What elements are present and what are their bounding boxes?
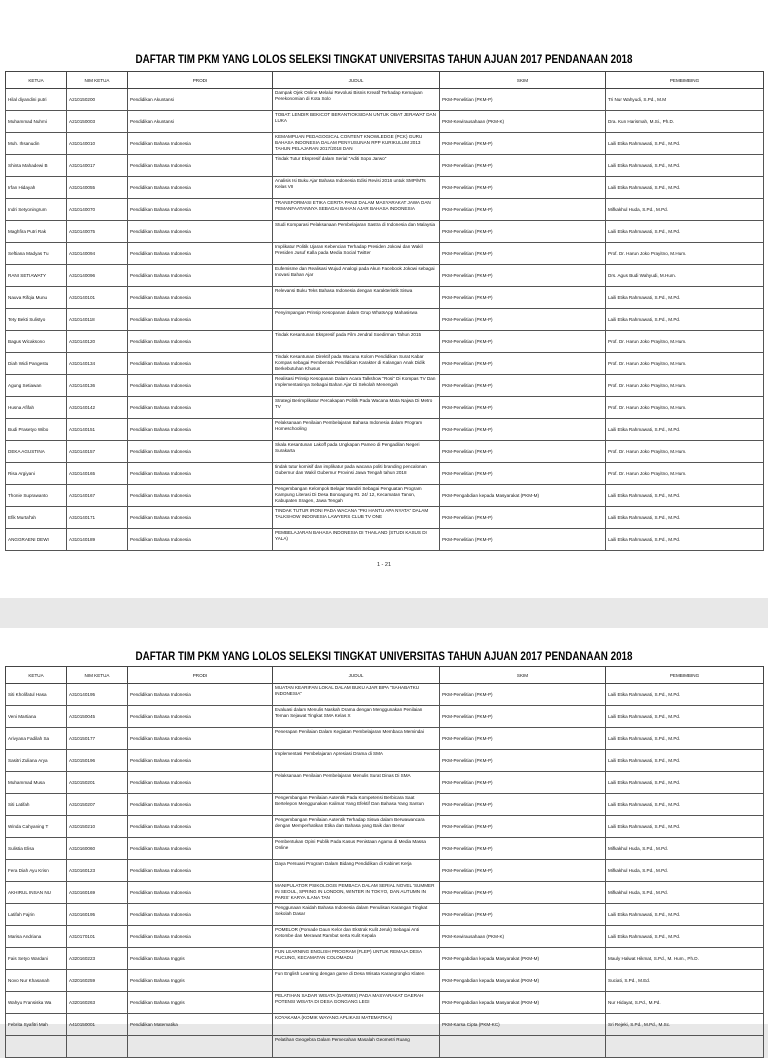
table-row	[6, 89, 764, 111]
table-row	[6, 772, 764, 794]
cell-skim: PKM-Pengabdian kepada Masyarakat (PKM-M)	[440, 970, 606, 992]
cell-nim-ketua: A310140142	[67, 397, 128, 419]
cell-pembimbing: Drs. Agus Budi Wahyudi, M.Hum.	[606, 265, 764, 287]
cell-pembimbing: Mifkakhul Huda, S.Pd., M.Pd.	[606, 882, 764, 904]
cell-nim-ketua: A310150045	[67, 706, 128, 728]
cell-prodi: Pendidikan Bahasa Indonesia	[128, 904, 273, 926]
cell-prodi: Pendidikan Bahasa Indonesia	[128, 485, 273, 507]
table-row	[6, 221, 764, 243]
table-row	[6, 243, 764, 265]
table-row	[6, 287, 764, 309]
table-row	[6, 111, 764, 133]
cell-prodi: Pendidikan Akuntansi	[128, 111, 273, 133]
cell-skim: PKM-Penelitian (PKM-P)	[440, 860, 606, 882]
table-row	[6, 507, 764, 529]
cell-pembimbing: Prof. Dr. Harun Joko Prayitno, M.Hum.	[606, 441, 764, 463]
cell-skim: PKM-Penelitian (PKM-P)	[440, 441, 606, 463]
cell-ketua: Muh. Ihsanudin	[6, 133, 67, 155]
column-header-pembimbing: PEMBIMBING	[606, 667, 764, 684]
cell-nim-ketua: A310140101	[67, 287, 128, 309]
cell-judul: Pengembangan Kelompok Belajar Mandiri Sebagai Penguatan Program Kampung Literasi Di Desa Bonoagung Rt. 24/ 12, Kecamatan Tanon, Kabupaten Sragen, Jawa Tengah	[273, 485, 440, 507]
table-row	[6, 441, 764, 463]
cell-ketua: Novo Nur Khasanah	[6, 970, 67, 992]
cell-judul: Pelatihan Geogebra Dalam Pemecahan Masalah Geometri Ruang	[273, 1036, 440, 1058]
cell-skim: PKM-Penelitian (PKM-P)	[440, 133, 606, 155]
cell-pembimbing: Mifkakhul Huda, S.Pd., M.Pd.	[606, 838, 764, 860]
cell-pembimbing: Laili Etika Rahmawati, S.Pd., M.Pd.	[606, 706, 764, 728]
cell-prodi: Pendidikan Bahasa Indonesia	[128, 397, 273, 419]
cell-nim-ketua: A310150196	[67, 750, 128, 772]
cell-pembimbing	[606, 1036, 764, 1058]
cell-ketua	[6, 1036, 67, 1058]
cell-nim-ketua: A310140136	[67, 375, 128, 397]
table-row	[6, 1014, 764, 1036]
cell-skim: PKM-Penelitian (PKM-P)	[440, 838, 606, 860]
cell-prodi: Pendidikan Bahasa Indonesia	[128, 199, 273, 221]
cell-pembimbing: Laili Etika Rahmawati, S.Pd., M.Pd.	[606, 728, 764, 750]
table-row	[6, 199, 764, 221]
cell-judul: Relevansi Buku Teks Bahasa Indonesia dengan Karakteristik Siswa	[273, 287, 440, 309]
cell-pembimbing: Laili Etika Rahmawati, S.Pd., M.Pd.	[606, 485, 764, 507]
cell-nim-ketua: A310160060	[67, 838, 128, 860]
cell-ketua: Siti Kholifatul Hasa	[6, 684, 67, 706]
cell-pembimbing: Prof. Dr. Harun Joko Prayitno, M.Hum.	[606, 397, 764, 419]
cell-ketua: Thonie Suprawanto	[6, 485, 67, 507]
page-number: 1 - 21	[376, 562, 392, 568]
table-header-row	[6, 72, 764, 89]
table-row	[6, 992, 764, 1014]
cell-ketua: Shinta Mahadewi B	[6, 155, 67, 177]
cell-ketua: Irfan Hidayah	[6, 177, 67, 199]
cell-nim-ketua: A310140070	[67, 199, 128, 221]
cell-nim-ketua: A310140151	[67, 419, 128, 441]
cell-ketua: Tety Bekti Sulistyo	[6, 309, 67, 331]
cell-prodi: Pendidikan Bahasa Indonesia	[128, 265, 273, 287]
table-row	[6, 485, 764, 507]
cell-prodi: Pendidikan Bahasa Indonesia	[128, 529, 273, 551]
cell-pembimbing: Laili Etika Rahmawati, S.Pd., M.Pd.	[606, 155, 764, 177]
cell-nim-ketua: A310160169	[67, 882, 128, 904]
cell-skim: PKM-Penelitian (PKM-P)	[440, 463, 606, 485]
cell-judul: PEMBELAJARAN BAHASA INDONESIA DI THAILAND (STUDI KASUS DI YALA)	[273, 529, 440, 551]
table-row	[6, 728, 764, 750]
cell-prodi: Pendidikan Bahasa Indonesia	[128, 926, 273, 948]
cell-skim: PKM-Pengabdian kepada Masyarakat (PKM-M)	[440, 485, 606, 507]
cell-ketua: Sulistia Elisa	[6, 838, 67, 860]
cell-prodi: Pendidikan Bahasa Indonesia	[128, 177, 273, 199]
cell-pembimbing: Nur Hidayat, S.Pd., M.Pd.	[606, 992, 764, 1014]
cell-nim-ketua: A310140171	[67, 507, 128, 529]
cell-judul: Tindak Kesantunan Direktif pada Wacana Kolom Pendidikan Surat Kabar Kompas sebagai Pembentuk Pendidikan Karakter di Kalangan Anak Didik Berkebutuhan Khusus	[273, 353, 440, 375]
cell-prodi: Pendidikan Bahasa Indonesia	[128, 728, 273, 750]
cell-ketua: Fera Diah Ayu Krisn	[6, 860, 67, 882]
cell-judul: Penggunaan Kaidah Bahasa Indonesia dalam Penulisan Karangan Tingkat Sekolah Dasar	[273, 904, 440, 926]
cell-skim: PKM-Penelitian (PKM-P)	[440, 684, 606, 706]
cell-judul: tindak tutur komisif dan implikatur pada wacana politi branding pencalonan Gubernur dan Wakil Gubernur Provinsi Jawa Tengah tahun 2018	[273, 463, 440, 485]
cell-skim: PKM-Penelitian (PKM-P)	[440, 287, 606, 309]
cell-prodi: Pendidikan Bahasa Indonesia	[128, 133, 273, 155]
cell-skim: PKM-Penelitian (PKM-P)	[440, 706, 606, 728]
cell-nim-ketua: A210150003	[67, 111, 128, 133]
cell-pembimbing: Mifkakhul Huda, S.Pd., M.Pd.	[606, 860, 764, 882]
cell-pembimbing: Mifkakhul Huda, S.Pd., M.Pd.	[606, 199, 764, 221]
cell-ketua: Nauva Rifqia Munu	[6, 287, 67, 309]
cell-pembimbing: Prof. Dr. Harun Joko Prayitno, M.Hum.	[606, 375, 764, 397]
cell-judul: Dampak Ojek Online Melalui Revolusi Bisnis Kreatif Terhadap Kemajuan Perekonomian di Kota Solo	[273, 89, 440, 111]
cell-pembimbing: Laili Etika Rahmawati, S.Pd., M.Pd.	[606, 684, 764, 706]
cell-ketua: Bagus Wicaksono	[6, 331, 67, 353]
cell-ketua: DEKA AGUSTINA	[6, 441, 67, 463]
cell-ketua: RANI SETIAWATY	[6, 265, 67, 287]
cell-judul: Pelaksanaan Penilaian Pembelajaran Bahasa Indonesia dalam Program Homeschooling	[273, 419, 440, 441]
cell-pembimbing: Laili Etika Rahmawati, S.Pd., M.Pd.	[606, 904, 764, 926]
cell-nim-ketua: A310150210	[67, 816, 128, 838]
table-row	[6, 948, 764, 970]
cell-prodi: Pendidikan Bahasa Indonesia	[128, 507, 273, 529]
cell-skim	[440, 1036, 606, 1058]
cell-nim-ketua: A310140055	[67, 177, 128, 199]
cell-nim-ketua: A310140195	[67, 684, 128, 706]
cell-nim-ketua	[67, 1036, 128, 1058]
table-row	[6, 816, 764, 838]
cell-ketua: Budi Prasetyo Wibo	[6, 419, 67, 441]
cell-ketua: AKHIRUL INSAN NU	[6, 882, 67, 904]
table-row	[6, 750, 764, 772]
cell-prodi: Pendidikan Bahasa Inggris	[128, 992, 273, 1014]
cell-skim: PKM-Penelitian (PKM-P)	[440, 177, 606, 199]
cell-nim-ketua: A410150001	[67, 1014, 128, 1036]
cell-nim-ketua: A310140157	[67, 441, 128, 463]
cell-skim: PKM-Penelitian (PKM-P)	[440, 221, 606, 243]
cell-nim-ketua: A320160259	[67, 970, 128, 992]
column-header-pembimbing: PEMBIMBING	[606, 72, 764, 89]
cell-pembimbing: Laili Etika Rahmawati, S.Pd., M.Pd.	[606, 507, 764, 529]
cell-ketua: Indri Setyoningrum	[6, 199, 67, 221]
cell-skim: PKM-Penelitian (PKM-P)	[440, 243, 606, 265]
cell-skim: PKM-Penelitian (PKM-P)	[440, 155, 606, 177]
cell-skim: PKM-Kewirausahaan (PKM-K)	[440, 111, 606, 133]
cell-judul: POMELOR (Pomade Daun Kelor dan Ekstrak Kulit Jeruk) Sebagai Anti Ketombe dan Merawat Rambut serta Kulit Kepala	[273, 926, 440, 948]
cell-nim-ketua: A310140094	[67, 243, 128, 265]
cell-judul: FUN LEARNING ENGLISH PROGRAM (FLEP) UNTUK REMAJA DESA PUCUNG, KECAMATAN COLOMADU	[273, 948, 440, 970]
cell-pembimbing: Laili Etika Rahmawati, S.Pd., M.Pd.	[606, 287, 764, 309]
table-row	[6, 706, 764, 728]
cell-judul: Tindak Kesantunan Ekspresif pada Film Jendral Soedirman Tahun 2015	[273, 331, 440, 353]
cell-prodi: Pendidikan Akuntansi	[128, 89, 273, 111]
cell-pembimbing: Prof. Dr. Harun Joko Prayitno, M.Hum.	[606, 331, 764, 353]
table-row	[6, 926, 764, 948]
cell-pembimbing: Sri Rejeki, S.Pd., M.Pd., M.Sc.	[606, 1014, 764, 1036]
cell-skim: PKM-Penelitian (PKM-P)	[440, 397, 606, 419]
cell-nim-ketua: A310170101	[67, 926, 128, 948]
cell-ketua: Sasitri Zuliana Arya	[6, 750, 67, 772]
cell-pembimbing: Laili Etika Rahmawati, S.Pd., M.Pd.	[606, 309, 764, 331]
cell-judul: Fun English Learning dengan game di Desa Wisata Karangrongko Klaten	[273, 970, 440, 992]
cell-ketua: Arivyana Fadilah Sa	[6, 728, 67, 750]
cell-prodi: Pendidikan Bahasa Indonesia	[128, 684, 273, 706]
cell-judul: Eufemisme dan Realisasi Wujud Analogi pada Akun Facebook Jokowi sebagai Inovasi Bahan Ajar	[273, 265, 440, 287]
table-row	[6, 397, 764, 419]
cell-ketua: Muhammad Nuhmi	[6, 111, 67, 133]
cell-skim: PKM-Pengabdian kepada Masyarakat (PKM-M)	[440, 948, 606, 970]
cell-pembimbing: Dra. Kun Harismah, M.Si., Ph.D.	[606, 111, 764, 133]
cell-ketua: Siti Latifah	[6, 794, 67, 816]
cell-nim-ketua: A320160223	[67, 948, 128, 970]
cell-pembimbing: Laili Etika Rahmawati, S.Pd., M.Pd.	[606, 419, 764, 441]
cell-skim: PKM-Penelitian (PKM-P)	[440, 89, 606, 111]
cell-judul: Pengembangan Penilaian Autentik Terhadap Siswa dalam Berwawancara dengan Memperhatikan Etika dan Bahasa yang Baik dan Benar	[273, 816, 440, 838]
cell-ketua: Winda Cahyaning T	[6, 816, 67, 838]
column-header-skim: SKIM	[440, 72, 606, 89]
cell-prodi: Pendidikan Bahasa Indonesia	[128, 463, 273, 485]
cell-skim: PKM-Penelitian (PKM-P)	[440, 309, 606, 331]
document-title: DAFTAR TIM PKM YANG LOLOS SELEKSI TINGKAT UNIVERSITAS TAHUN AJUAN 2017 PENDANAAN 2018	[135, 52, 633, 66]
cell-judul: KOYAKAMA (KOMIK WAYANG APLIKASI MATEMATIKA)	[273, 1014, 440, 1036]
cell-judul: TOBAT: LENDIR BEKICOT BERANTIOKSIDAN UNTUK OBAT JERAWAT DAN LUKA	[273, 111, 440, 133]
cell-prodi: Pendidikan Bahasa Indonesia	[128, 309, 273, 331]
cell-prodi: Pendidikan Bahasa Indonesia	[128, 287, 273, 309]
cell-pembimbing: Laili Etika Rahmawati, S.Pd., M.Pd.	[606, 177, 764, 199]
cell-pembimbing: Laili Etika Rahmawati, S.Pd., M.Pd.	[606, 772, 764, 794]
team-table	[5, 666, 764, 1058]
column-header-ketua: KETUA	[6, 72, 67, 89]
cell-judul: Pelaksanaan Penilaian Pembelajaran Menulis Surat Dinas Di SMA	[273, 772, 440, 794]
cell-skim: PKM-Pengabdian kepada Masyarakat (PKM-M)	[440, 992, 606, 1014]
cell-nim-ketua: A310150177	[67, 728, 128, 750]
document-page-2	[0, 628, 768, 1042]
table-row	[6, 375, 764, 397]
table-row	[6, 860, 764, 882]
cell-nim-ketua: A310140134	[67, 353, 128, 375]
cell-skim: PKM-Penelitian (PKM-P)	[440, 728, 606, 750]
cell-skim: PKM-Penelitian (PKM-P)	[440, 529, 606, 551]
column-header-nim-ketua: NIM KETUA	[67, 667, 128, 684]
cell-ketua: ANGGRAENI DEWI	[6, 529, 67, 551]
table-body	[6, 89, 764, 551]
cell-judul: Skala Kesantunan Lakoff pada Ungkapan Pameo di Pengadilan Negeri Surakarta	[273, 441, 440, 463]
cell-skim: PKM-Penelitian (PKM-P)	[440, 375, 606, 397]
column-header-skim: SKIM	[440, 667, 606, 684]
cell-judul: Tindak Tutur Ekspresif dalam Serial "Aditi Sopo Jarwo"	[273, 155, 440, 177]
cell-judul: Analisis Isi Buku Ajar Bahasa Indonesia Edisi Revisi 2016 untuk SMP/MTs Kelas VII	[273, 177, 440, 199]
cell-ketua: Seftiana Madyas Tu	[6, 243, 67, 265]
team-table	[5, 71, 764, 551]
table-row	[6, 353, 764, 375]
column-header-judul: JUDUL	[273, 72, 440, 89]
cell-ketua: Hilal diyandini putri	[6, 89, 67, 111]
cell-prodi: Pendidikan Bahasa Indonesia	[128, 816, 273, 838]
column-header-ketua: KETUA	[6, 667, 67, 684]
table-header-row	[6, 667, 764, 684]
cell-skim: PKM-Penelitian (PKM-P)	[440, 794, 606, 816]
cell-judul: MANIPULATOR PSIKOLOGIS PEMBACA DALAM SERIAL NOVEL 'SUMMER IN SEOUL, SPRING IN LONDON, WINTER IN TOKYO, DAN AUTUMN IN PARIS' KARYA ILANA TAN	[273, 882, 440, 904]
cell-ketua: Risa Argiyani	[6, 463, 67, 485]
cell-prodi: Pendidikan Bahasa Indonesia	[128, 750, 273, 772]
cell-prodi: Pendidikan Bahasa Indonesia	[128, 221, 273, 243]
cell-judul: Studi Komparasi Pelaksanaan Pembelajaran Sastra di Indonesia dan Malaysia	[273, 221, 440, 243]
cell-judul: Strategi Berimplikatur Percakapan Politik Pada Wacana Mata Najwa Di Metro TV	[273, 397, 440, 419]
cell-nim-ketua: A310140010	[67, 133, 128, 155]
cell-prodi: Pendidikan Bahasa Indonesia	[128, 772, 273, 794]
cell-judul: Evaluasi dalam Menulis Naskah Drama dengan Menggunakan Penilaian Teman Sejawat Tingkat SMA Kelas X	[273, 706, 440, 728]
cell-pembimbing: Laili Etika Rahmawati, S.Pd., M.Pd.	[606, 133, 764, 155]
table-row	[6, 309, 764, 331]
cell-prodi: Pendidikan Bahasa Indonesia	[128, 706, 273, 728]
table-row	[6, 904, 764, 926]
cell-prodi: Pendidikan Bahasa Indonesia	[128, 860, 273, 882]
cell-prodi: Pendidikan Bahasa Indonesia	[128, 375, 273, 397]
cell-skim: PKM-Penelitian (PKM-P)	[440, 904, 606, 926]
cell-nim-ketua: A310150201	[67, 772, 128, 794]
table-row	[6, 133, 764, 155]
cell-judul: Implikatur Politik Ujaran Kebencian Terhadap Presiden Jokowi dan Wakil Presiden Jusuf Kalla pada Media Social Twitter	[273, 243, 440, 265]
cell-skim: PKM-Penelitian (PKM-P)	[440, 750, 606, 772]
cell-prodi: Pendidikan Bahasa Indonesia	[128, 838, 273, 860]
cell-ketua: Agung Setiawan	[6, 375, 67, 397]
cell-nim-ketua: A310140120	[67, 331, 128, 353]
cell-skim: PKM-Karsa Cipta (PKM-KC)	[440, 1014, 606, 1036]
cell-judul: KEMAMPUAN PEDAGOGICAL CONTENT KNOWLEDGE (PCK) GURU BAHASA INDONESIA DALAM PENYUSUNAN RPP KURIKULUM 2013 TAHUN PELAJARAN 2017/2018 DAN	[273, 133, 440, 155]
cell-ketua: Marisa Andriana	[6, 926, 67, 948]
cell-prodi: Pendidikan Bahasa Indonesia	[128, 331, 273, 353]
table-row	[6, 177, 764, 199]
cell-pembimbing: Prof. Dr. Harun Joko Prayitno, M.Hum.	[606, 463, 764, 485]
cell-ketua: Maghfira Putri Rak	[6, 221, 67, 243]
cell-nim-ketua: A310150207	[67, 794, 128, 816]
cell-nim-ketua: A310140096	[67, 265, 128, 287]
column-header-prodi: PRODI	[128, 72, 273, 89]
cell-ketua: Diah Widi Pangestu	[6, 353, 67, 375]
cell-ketua: Febrita Syafitri Mah	[6, 1014, 67, 1036]
table-row	[6, 838, 764, 860]
cell-skim: PKM-Penelitian (PKM-P)	[440, 353, 606, 375]
cell-ketua: Latifah Fajrin	[6, 904, 67, 926]
cell-nim-ketua: A310140017	[67, 155, 128, 177]
cell-pembimbing: Laili Etika Rahmawati, S.Pd., M.Pd.	[606, 926, 764, 948]
cell-nim-ketua: A310140165	[67, 463, 128, 485]
cell-ketua: Husna Afifah	[6, 397, 67, 419]
cell-prodi: Pendidikan Bahasa Indonesia	[128, 794, 273, 816]
cell-ketua: Veni Martiana	[6, 706, 67, 728]
cell-skim: PKM-Penelitian (PKM-P)	[440, 419, 606, 441]
cell-nim-ketua: A310140118	[67, 309, 128, 331]
cell-skim: PKM-Penelitian (PKM-P)	[440, 772, 606, 794]
table-row	[6, 684, 764, 706]
cell-pembimbing: Laili Etika Rahmawati, S.Pd., M.Pd.	[606, 529, 764, 551]
cell-prodi: Pendidikan Bahasa Inggris	[128, 970, 273, 992]
cell-pembimbing: Tri Nur Wahyudi, S.Pd., M.M	[606, 89, 764, 111]
cell-skim: PKM-Penelitian (PKM-P)	[440, 265, 606, 287]
table-row	[6, 794, 764, 816]
cell-judul: Realisasi Prinsip Kesopanan Dalam Acara Talkshow "Rosi" Di Kompas TV Dan Implementasinya Sebagai Bahan Ajar Di Sekolah Menengah	[273, 375, 440, 397]
cell-skim: PKM-Penelitian (PKM-P)	[440, 882, 606, 904]
table-row	[6, 1036, 764, 1058]
cell-ketua: Fais Setyo Wardani	[6, 948, 67, 970]
table-row	[6, 970, 764, 992]
cell-skim: PKM-Kewirausahaan (PKM-K)	[440, 926, 606, 948]
table-row	[6, 882, 764, 904]
table-row	[6, 529, 764, 551]
cell-judul: Penerapan Penilaian Dalam Kegiatan Pembelajaran Membaca Memindai	[273, 728, 440, 750]
cell-pembimbing: Laili Etika Rahmawati, S.Pd., M.Pd.	[606, 750, 764, 772]
cell-pembimbing: Prof. Dr. Harun Joko Prayitno, M.Hum.	[606, 243, 764, 265]
cell-judul: TINDAK TUTUR IRONI PADA WACANA "PKI HANTU APA NYATA" DALAM TALKSHOW INDONESIA LAWYERS CLUB TV ONE	[273, 507, 440, 529]
cell-prodi: Pendidikan Bahasa Indonesia	[128, 243, 273, 265]
cell-pembimbing: Mauly Halwat Hikmat, S.Pd., M. Hum., Ph.D.	[606, 948, 764, 970]
cell-judul: Daya Persuasi Program Dalam Bidang Pendidikan di Kabinet Kerja	[273, 860, 440, 882]
table-row	[6, 155, 764, 177]
cell-ketua: Wahyu Fransiska Wa	[6, 992, 67, 1014]
cell-nim-ketua: A210150200	[67, 89, 128, 111]
cell-prodi: Pendidikan Bahasa Indonesia	[128, 441, 273, 463]
cell-pembimbing: Suciati, S.Pd., M.Ed.	[606, 970, 764, 992]
cell-judul: TRANSFORMASI ETIKA CERITA PANJI DALAM MASYARAKAT JAWA DAN PEMANFAATANNYA SEBAGAI BAHAN AJAR BAHASA INDONESIA	[273, 199, 440, 221]
document-title: DAFTAR TIM PKM YANG LOLOS SELEKSI TINGKAT UNIVERSITAS TAHUN AJUAN 2017 PENDANAAN 2018	[135, 649, 633, 663]
column-header-nim-ketua: NIM KETUA	[67, 72, 128, 89]
cell-nim-ketua: A310160195	[67, 904, 128, 926]
table-row	[6, 463, 764, 485]
cell-skim: PKM-Penelitian (PKM-P)	[440, 199, 606, 221]
cell-nim-ketua: A320160263	[67, 992, 128, 1014]
cell-pembimbing: Prof. Dr. Harun Joko Prayitno, M.Hum.	[606, 353, 764, 375]
cell-prodi	[128, 1036, 273, 1058]
cell-judul: Pengembangan Penilaian Autentik Pada Kompetensi Berbicara Saat Bertelepon Menggunakan Kalimat Yang Efektif Dan Bahasa Yang Santun	[273, 794, 440, 816]
cell-prodi: Pendidikan Bahasa Inggris	[128, 948, 273, 970]
cell-judul: Pembentukan Opini Publik Pada Kasus Penistaan Agama di Media Massa Online	[273, 838, 440, 860]
cell-prodi: Pendidikan Bahasa Indonesia	[128, 882, 273, 904]
cell-prodi: Pendidikan Bahasa Indonesia	[128, 353, 273, 375]
cell-skim: PKM-Penelitian (PKM-P)	[440, 331, 606, 353]
table-body	[6, 684, 764, 1058]
cell-nim-ketua: A310160123	[67, 860, 128, 882]
cell-nim-ketua: A310140075	[67, 221, 128, 243]
cell-pembimbing: Laili Etika Rahmawati, S.Pd., M.Pd.	[606, 794, 764, 816]
column-header-prodi: PRODI	[128, 667, 273, 684]
table-row	[6, 331, 764, 353]
cell-pembimbing: Laili Etika Rahmawati, S.Pd., M.Pd.	[606, 221, 764, 243]
cell-ketua: Efik Murtaf'ah	[6, 507, 67, 529]
cell-judul: Penyimpangan Prinsip Kesopanan dalam Grup WhatsApp Mahasiswa	[273, 309, 440, 331]
cell-judul: Implementasi Pembelajaran Apresiasi Drama di SMA	[273, 750, 440, 772]
cell-skim: PKM-Penelitian (PKM-P)	[440, 507, 606, 529]
cell-judul: MUATAN KEARIFAN LOKAL DALAM BUKU AJAR BIPA "SAHABATKU INDONESIA"	[273, 684, 440, 706]
cell-nim-ketua: A310140189	[67, 529, 128, 551]
cell-pembimbing: Laili Etika Rahmawati, S.Pd., M.Pd.	[606, 816, 764, 838]
table-row	[6, 265, 764, 287]
cell-judul: PELATIHAN SADAR WISATA (DARWIS) PADA MASYARAKAT DAERAH POTENSI WISATA DI DESA GONGANG LEGI	[273, 992, 440, 1014]
cell-prodi: Pendidikan Bahasa Indonesia	[128, 155, 273, 177]
cell-prodi: Pendidikan Matematika	[128, 1014, 273, 1036]
table-row	[6, 419, 764, 441]
cell-nim-ketua: A310140167	[67, 485, 128, 507]
column-header-judul: JUDUL	[273, 667, 440, 684]
cell-prodi: Pendidikan Bahasa Indonesia	[128, 419, 273, 441]
cell-ketua: Muhammad Musa	[6, 772, 67, 794]
cell-skim: PKM-Penelitian (PKM-P)	[440, 816, 606, 838]
